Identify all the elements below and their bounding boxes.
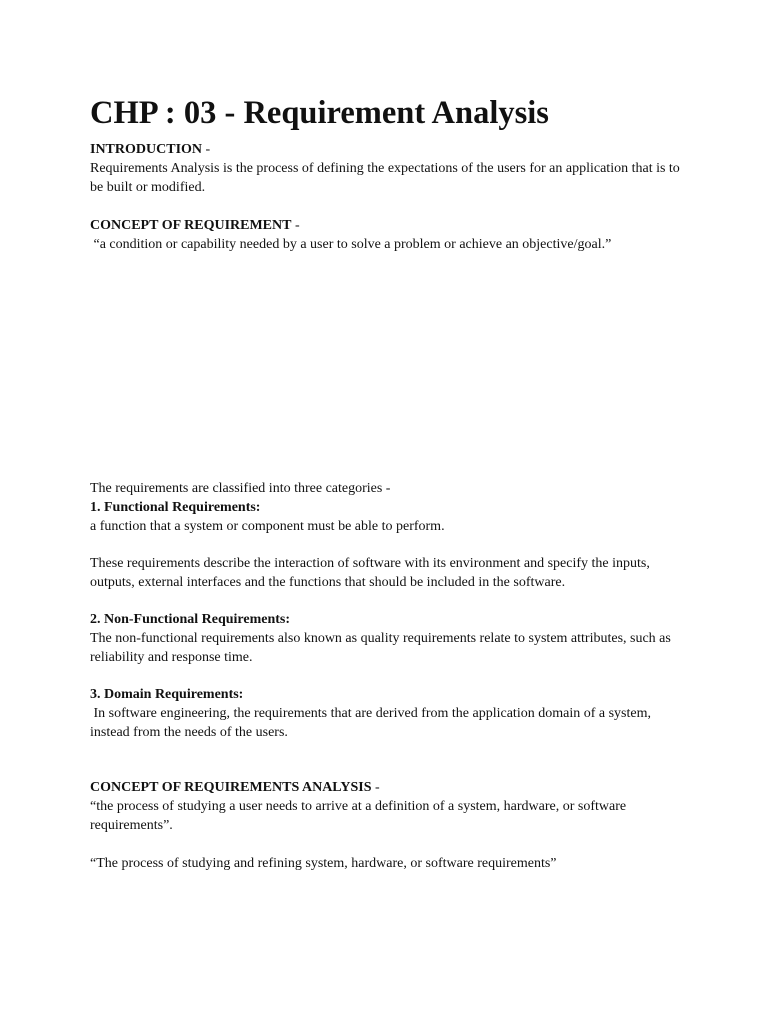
functional-requirements-heading: 1. Functional Requirements: — [90, 500, 261, 515]
functional-requirements-description: These requirements describe the interaction of software with its environment and specify the inputs, outputs, external interfaces and the functions that should be included in the software. — [90, 556, 650, 590]
introduction-heading — [90, 140, 690, 159]
concept-of-analysis-heading-suffix: - — [371, 780, 380, 795]
functional-description-section — [90, 554, 690, 592]
categories-section — [90, 479, 690, 536]
domain-section — [90, 685, 690, 742]
introduction-body: Requirements Analysis is the process of defining the expectations of the users for an application that is to be built or modified. — [90, 161, 680, 195]
introduction-heading-text: INTRODUCTION — [90, 142, 203, 157]
functional-requirements-definition: a function that a system or component must be able to perform. — [90, 519, 445, 534]
analysis-definition-quote-2: “The process of studying and refining system, hardware, or software requirements” — [90, 856, 557, 871]
page-title: CHP : 03 - Requirement Analysis — [90, 95, 549, 131]
concept-of-requirement-heading-text: CONCEPT OF REQUIREMENT — [90, 218, 292, 233]
introduction-section — [90, 140, 690, 197]
concept-of-analysis-heading-text: CONCEPT OF REQUIREMENTS ANALYSIS — [90, 780, 372, 795]
non-functional-section — [90, 610, 690, 667]
non-functional-requirements-heading: 2. Non-Functional Requirements: — [90, 612, 291, 627]
concept-of-analysis-section — [90, 778, 690, 835]
concept-of-analysis-heading — [90, 778, 690, 797]
categories-intro: The requirements are classified into three categories - — [90, 481, 391, 496]
requirement-definition-quote: “a condition or capability needed by a user to solve a problem or achieve an objective/goal.” — [90, 237, 612, 252]
non-functional-requirements-body: The non-functional requirements also known as quality requirements relate to system attributes, such as reliability and response time. — [90, 631, 671, 665]
concept-of-requirement-heading-suffix: - — [291, 218, 300, 233]
domain-requirements-body: In software engineering, the requirements that are derived from the application domain of a system, instead from the needs of the users. — [90, 706, 655, 740]
concept-of-requirement-section — [90, 216, 690, 254]
analysis-second-definition-section — [90, 854, 690, 873]
concept-of-requirement-heading — [90, 216, 690, 235]
introduction-heading-suffix: - — [202, 142, 211, 157]
domain-requirements-heading: 3. Domain Requirements: — [90, 687, 244, 702]
analysis-definition-quote-1: “the process of studying a user needs to arrive at a definition of a system, hardware, or software requirements”. — [90, 799, 627, 833]
